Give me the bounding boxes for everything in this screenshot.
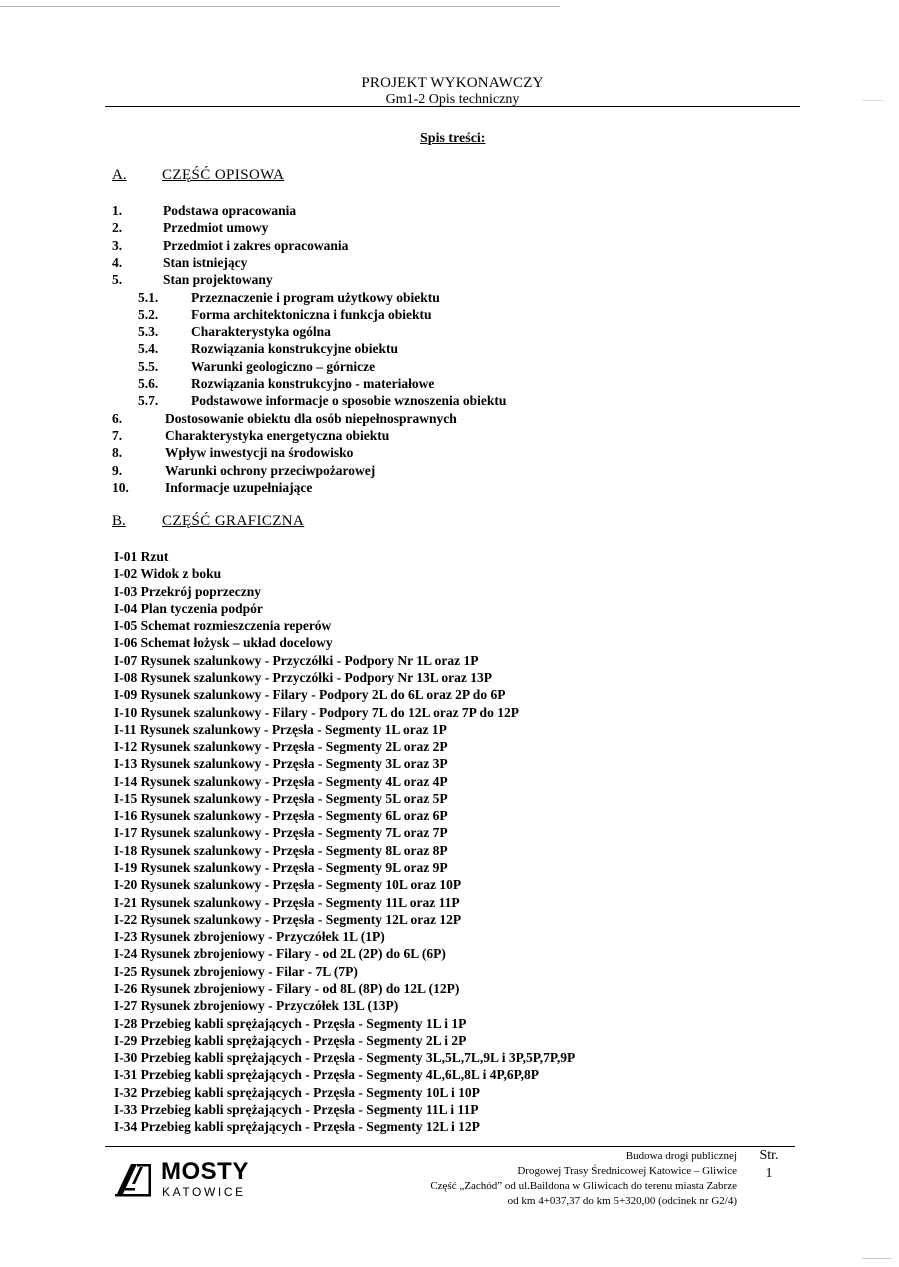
toc-item-number: 5.2. (138, 306, 159, 322)
drawing-list-item: I-06 Schemat łożysk – układ docelowy (114, 635, 333, 651)
drawing-list-item: I-17 Rysunek szalunkowy - Przęsła - Segmenty 7L oraz 7P (114, 825, 448, 841)
toc-item-label: Stan projektowany (163, 272, 273, 288)
drawing-list-item: I-32 Przebieg kabli sprężających - Przęsła - Segmenty 10L i 10P (114, 1084, 480, 1100)
toc-item-number: 4. (112, 254, 123, 270)
toc-item-number: 2. (112, 220, 123, 236)
toc-item-label: Forma architektoniczna i funkcja obiektu (191, 306, 432, 322)
drawing-list-item: I-05 Schemat rozmieszczenia reperów (114, 618, 332, 634)
header-divider (105, 106, 800, 107)
toc-item-label: Rozwiązania konstrukcyjno - materiałowe (191, 376, 435, 391)
section-b-name: CZĘŚĆ GRAFICZNA (162, 513, 305, 529)
drawing-list-item: I-09 Rysunek szalunkowy - Filary - Podpory 2L do 6L oraz 2P do 6P (114, 687, 506, 703)
toc-item-number: 5.4. (138, 341, 159, 357)
footer-line-2: Drogowej Trasy Średnicowej Katowice – Gliwice (517, 1165, 737, 1177)
toc-item-label: Stan istniejący (163, 254, 248, 270)
mosty-logo-icon (113, 1160, 153, 1198)
toc-item-label: Dostosowanie obiektu dla osób niepełnosprawnych (165, 410, 457, 426)
toc-item-label: Informacje uzupełniające (165, 479, 313, 495)
footer-line-4: od km 4+037,37 do km 5+320,00 (odcinek nr G2/4) (507, 1195, 737, 1207)
drawing-list-item: I-08 Rysunek szalunkowy - Przyczółki - Podpory Nr 13L oraz 13P (114, 669, 493, 685)
drawing-list-item: I-23 Rysunek zbrojeniowy - Przyczółek 1L (1P) (114, 929, 385, 945)
toc-item-label: Przeznaczenie i program użytkowy obiektu (191, 289, 440, 305)
drawing-list-item: I-13 Rysunek szalunkowy - Przęsła - Segmenty 3L oraz 3P (114, 756, 448, 772)
toc-item-number: 5. (112, 272, 123, 288)
drawing-list-item: I-21 Rysunek szalunkowy - Przęsła - Segmenty 11L oraz 11P (114, 894, 460, 910)
drawing-list-item: I-31 Przebieg kabli sprężających - Przęsła - Segmenty 4L,6L,8L i 4P,6P,8P (114, 1067, 539, 1083)
section-a-letter: A. (112, 167, 127, 183)
drawing-list-item: I-27 Rysunek zbrojeniowy - Przyczółek 13L (13P) (114, 998, 399, 1014)
drawing-list-item: I-30 Przebieg kabli sprężających - Przęsła - Segmenty 3L,5L,7L,9L i 3P,5P,7P,9P (114, 1050, 576, 1066)
toc-item-number: 5.7. (138, 393, 159, 409)
drawing-list-item: I-11 Rysunek szalunkowy - Przęsła - Segmenty 1L oraz 1P (114, 721, 447, 737)
drawing-list-item: I-28 Przebieg kabli sprężających - Przęsła - Segmenty 1L i 1P (114, 1015, 467, 1031)
drawing-list-item: I-25 Rysunek zbrojeniowy - Filar - 7L (7P) (114, 963, 358, 979)
toc-item-label: Warunki geologiczno – górnicze (191, 358, 376, 374)
toc-item-number: 8. (112, 445, 123, 461)
toc-item-label: Przedmiot umowy (163, 220, 269, 236)
drawing-list-item: I-33 Przebieg kabli sprężających - Przęsła - Segmenty 11L i 11P (114, 1101, 479, 1117)
page-label: Str. (759, 1148, 779, 1163)
drawing-list-item: I-29 Przebieg kabli sprężających - Przęsła - Segmenty 2L i 2P (114, 1032, 467, 1048)
drawing-list-item: I-24 Rysunek zbrojeniowy - Filary - od 2L (2P) do 6L (6P) (114, 946, 446, 962)
toc-item-number: 5.3. (138, 324, 159, 340)
drawing-list-item: I-07 Rysunek szalunkowy - Przyczółki - Podpory Nr 1L oraz 1P (114, 652, 479, 668)
drawing-list-item: I-34 Przebieg kabli sprężających - Przęsła - Segmenty 12L i 12P (114, 1119, 480, 1135)
company-logo (113, 1160, 273, 1200)
toc-item-number: 1. (112, 203, 123, 218)
toc-item-label: Wpływ inwestycji na środowisko (165, 445, 354, 461)
toc-item-number: 9. (112, 462, 123, 478)
drawing-list-item: I-18 Rysunek szalunkowy - Przęsła - Segmenty 8L oraz 8P (114, 842, 448, 858)
toc-item-number: 6. (112, 410, 123, 426)
logo-subtitle: KATOWICE (162, 1185, 246, 1199)
toc-item-label: Podstawowe informacje o sposobie wznoszenia obiektu (191, 393, 507, 409)
drawing-list-item: I-03 Przekrój poprzeczny (114, 583, 261, 599)
drawing-list-item: I-14 Rysunek szalunkowy - Przęsła - Segmenty 4L oraz 4P (114, 773, 448, 789)
drawing-list-item: I-10 Rysunek szalunkowy - Filary - Podpory 7L do 12L oraz 7P do 12P (114, 704, 519, 720)
drawing-list-item: I-19 Rysunek szalunkowy - Przęsła - Segmenty 9L oraz 9P (114, 860, 448, 876)
drawing-list-item: I-15 Rysunek szalunkowy - Przęsła - Segmenty 5L oraz 5P (114, 790, 448, 806)
drawing-list-item: I-04 Plan tyczenia podpór (114, 600, 263, 616)
drawing-list-item: I-02 Widok z boku (114, 566, 222, 582)
toc-item-label: Podstawa opracowania (163, 203, 297, 218)
toc-item-label: Charakterystyka ogólna (191, 324, 331, 340)
toc-item-number: 5.6. (138, 376, 159, 391)
footer-line-1: Budowa drogi publicznej (625, 1150, 737, 1162)
footer-divider (105, 1146, 795, 1147)
page-number: 1 (765, 1166, 773, 1181)
toc-item-number: 5.5. (138, 358, 159, 374)
toc-item-number: 5.1. (138, 289, 159, 305)
drawing-list-item: I-22 Rysunek szalunkowy - Przęsła - Segmenty 12L oraz 12P (114, 911, 462, 927)
toc-item-number: 7. (112, 427, 123, 443)
toc-item-label: Warunki ochrony przeciwpożarowej (165, 462, 376, 478)
page-number-block (757, 1148, 781, 1182)
toc-title: Spis treści: (420, 131, 486, 146)
section-a-name: CZĘŚĆ OPISOWA (162, 167, 285, 183)
toc-item-label: Charakterystyka energetyczna obiektu (165, 427, 390, 443)
header-project-title: PROJEKT WYKONAWCZY (361, 75, 544, 91)
drawing-list-item: I-12 Rysunek szalunkowy - Przęsła - Segmenty 2L oraz 2P (114, 739, 448, 755)
toc-item-number: 3. (112, 237, 123, 253)
scan-edge-mark-bottom (862, 1258, 892, 1259)
logo-title: MOSTY (161, 1158, 249, 1185)
drawing-list-item: I-26 Rysunek zbrojeniowy - Filary - od 8L (8P) do 12L (12P) (114, 981, 460, 996)
footer-line-3: Część „Zachód” od ul.Baildona w Gliwicach do terenu miasta Zabrze (430, 1180, 737, 1192)
toc-item-label: Rozwiązania konstrukcyjne obiektu (191, 341, 399, 357)
section-b-letter: B. (112, 513, 126, 529)
drawing-list-item: I-16 Rysunek szalunkowy - Przęsła - Segmenty 6L oraz 6P (114, 808, 448, 824)
drawing-list-item: I-01 Rzut (114, 549, 169, 564)
header-document-title: Gm1-2 Opis techniczny (385, 92, 520, 107)
toc-item-label: Przedmiot i zakres opracowania (163, 237, 349, 253)
toc-item-number: 10. (112, 479, 129, 495)
scan-edge-line (0, 6, 560, 7)
drawing-list-item: I-20 Rysunek szalunkowy - Przęsła - Segmenty 10L oraz 10P (114, 877, 462, 893)
footer-project-info (430, 1149, 737, 1209)
